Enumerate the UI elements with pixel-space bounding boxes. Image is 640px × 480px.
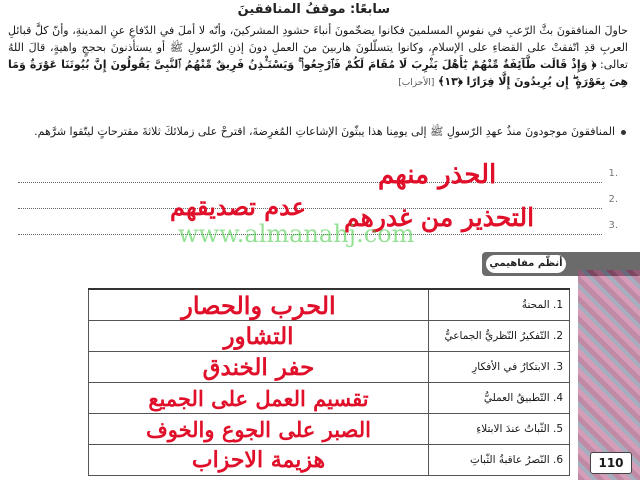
activity-text: المنافقونَ موجودونَ منذُ عهدِ الرّسولِ ﷺ إلى يومِنا هذا يبثّونَ الإشاعاتِ المُغرِضةَ، اقترحْ على زملائكَ ثلاثةَ مقترحاتٍ ليتّقوا شرَّهم. [34,125,615,138]
decorative-pattern [578,270,640,480]
handwritten-answer: التشاور [223,322,294,350]
answer-cell[interactable] [89,414,429,445]
concept-label: 5. الثّباتُ عندَ الابتلاءِ [429,414,570,445]
concept-label: 1. المحنةُ [429,289,570,321]
handwritten-answer: الصبر على الجوع والخوف [145,416,371,442]
handwritten-answer: الحذر منهم [378,160,497,190]
handwritten-answer: هزيمة الاحزاب [191,447,326,473]
section-heading: سابعًا: موقفُ المنافقينَ [237,2,390,17]
answer-cell[interactable] [89,352,429,383]
concept-label: 4. التّطبيقُ العمليُّ [429,383,570,414]
handwritten-answer: عدم تصديقهم [170,192,307,221]
answer-cell[interactable] [89,289,429,321]
quran-verse: ﴿ وَإِذْ قَالَت طَّآئِفَةٌ مِّنْهُمْ يَٰٓأَهْلَ يَثْرِبَ لَا مُقَامَ لَكُمْ فَٱرْجِعُوا۟ ۚ وَيَسْتَـْٔذِنُ فَرِيقٌ مِّنْهُمُ ٱلنَّبِىَّ يَقُولُونَ إِنَّ بُيُوتَنَا عَوْرَةٌ وَمَا هِىَ بِعَوْرَةٍ ۖ إِن يُرِيدُونَ إِلَّا فِرَارًا ﴿١٣﴾ [8,58,628,88]
table-row [89,321,570,352]
verse-reference: [الأحزاب] [398,78,435,88]
answer-cell[interactable] [89,445,429,476]
page-number: 110 [590,452,632,474]
paragraph-text: حاولَ المنافقونَ بثَّ الرّعبِ في نفوسِ المسلمينَ فكانوا يضخّمونَ أنباءَ حشودِ المشركينَ، وأنّه لا أملَ في الدّفاعِ عنِ المدينةِ، وأنّ كلَّ قبائلِ العربِ قدِ اتّفقتْ على القضاءِ على الإسلامِ، وكانوا يتسلّلونَ هاربينَ منَ العملِ دونَ إذنِ الرّسولِ ﷺ أو يستأذنونَ بحججٍ واهيةٍ، قالَ اللهُ تعالى: [8,24,628,71]
table-row [89,383,570,414]
table-row [89,289,570,321]
concepts-table [88,288,570,476]
handwritten-answer: الحرب والحصار [181,290,336,320]
handwritten-answer: حفر الخندق [202,353,315,381]
concept-label: 3. الابتكارُ في الأفكارِ [429,352,570,383]
concept-label: 2. التّفكيرُ النّظريُّ الجماعيُّ [429,321,570,352]
table-row [89,352,570,383]
body-paragraph [8,22,628,92]
concept-label: 6. النّصرُ عاقبةُ الثّباتِ [429,445,570,476]
line-number: 3. [608,220,618,231]
line-number: 1. [608,168,618,179]
answer-cell[interactable] [89,383,429,414]
line-number: 2. [608,194,618,205]
handwritten-answer: التحذير من غدرهم [344,203,535,232]
activity-prompt [20,124,626,140]
watermark: www.almanahj.com [178,220,415,248]
handwritten-answer: تقسيم العمل على الجميع [148,385,369,411]
table-row [89,445,570,476]
answer-line [18,182,602,183]
bullet-icon [621,130,626,135]
section-label: أنظّم مفاهيمي [486,255,566,273]
table-row [89,414,570,445]
answer-cell[interactable] [89,321,429,352]
